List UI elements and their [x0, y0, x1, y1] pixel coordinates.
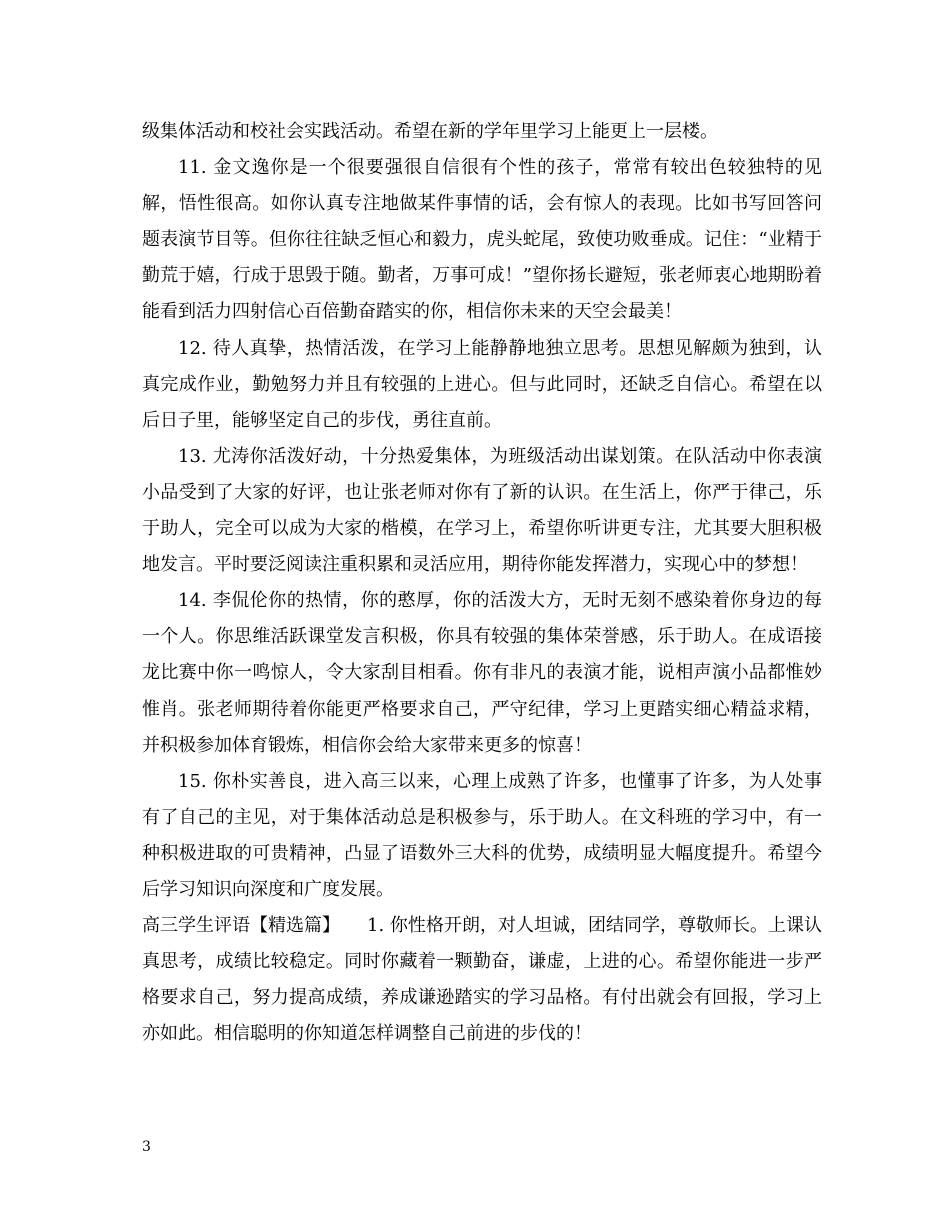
paragraph-comment-14: 14. 李侃伦你的热情，你的憨厚，你的活泼大方，无时无刻不感染着你身边的每一个人。你思维活跃课堂发言积极，你具有较强的集体荣誉感，乐于助人。在成语接龙比赛中你一鸣惊人，令大家刮目相看。你有非凡的表演才能，说相声演小品都惟妙惟肖。张老师期待着你能更严格要求自己，严守纪律，学习上更踏实细心精益求精，并积极参加体育锻炼，相信你会给大家带来更多的惊喜！: [142, 590, 822, 756]
paragraph-continuation: 级集体活动和校社会实践活动。希望在新的学年里学习上能更上一层楼。: [142, 121, 718, 142]
document-body: [142, 114, 822, 1052]
paragraph-comment-11: 11. 金文逸你是一个很要强很自信很有个性的孩子，常常有较出色较独特的见解，悟性很高。如你认真专注地做某件事情的话，会有惊人的表现。比如书写回答问题表演节目等。但你往往缺乏恒心和毅力，虎头蛇尾，致使功败垂成。记住：“业精于勤荒于嬉，行成于思毁于随。勤者，万事可成！”望你扬长避短，张老师衷心地期盼着能看到活力四射信心百倍勤奋踏实的你，相信你未来的天空会最美！: [142, 157, 822, 323]
paragraph-comment-15: 15. 你朴实善良，进入高三以来，心理上成熟了许多，也懂事了许多，为人处事有了自己的主见，对于集体活动总是积极参与，乐于助人。在文科班的学习中，有一种积极进取的可贵精神，凸显了语数外三大科的优势，成绩明显大幅度提升。希望今后学习知识向深度和广度发展。: [142, 770, 822, 900]
paragraph-comment-12: 12. 待人真挚，热情活泼，在学习上能静静地独立思考。思想见解颇为独到，认真完成作业，勤勉努力并且有较强的上进心。但与此同时，还缺乏自信心。希望在以后日子里，能够坚定自己的步伐，勇往直前。: [142, 337, 822, 431]
page-number: 3: [142, 1139, 151, 1155]
paragraph-comment-13: 13. 尤涛你活泼好动，十分热爱集体，为班级活动出谋划策。在队活动中你表演小品受到了大家的好评，也让张老师对你有了新的认识。在生活上，你严于律己，乐于助人，完全可以成为大家的楷模，在学习上，希望你听讲更专注，尤其要大胆积极地发言。平时要泛阅读注重积累和灵活应用，期待你能发挥潜力，实现心中的梦想！: [142, 445, 822, 576]
paragraph-section-selected: 高三学生评语【精选篇】 1. 你性格开朗，对人坦诚，团结同学，尊敬师长。上课认真思考，成绩比较稳定。同时你藏着一颗勤奋，谦虚，上进的心。希望你能进一步严格要求自己，努力提高成绩，养成谦逊踏实的学习品格。有付出就会有回报，学习上亦如此。相信聪明的你知道怎样调整自己前进的步伐的！: [142, 915, 822, 1045]
